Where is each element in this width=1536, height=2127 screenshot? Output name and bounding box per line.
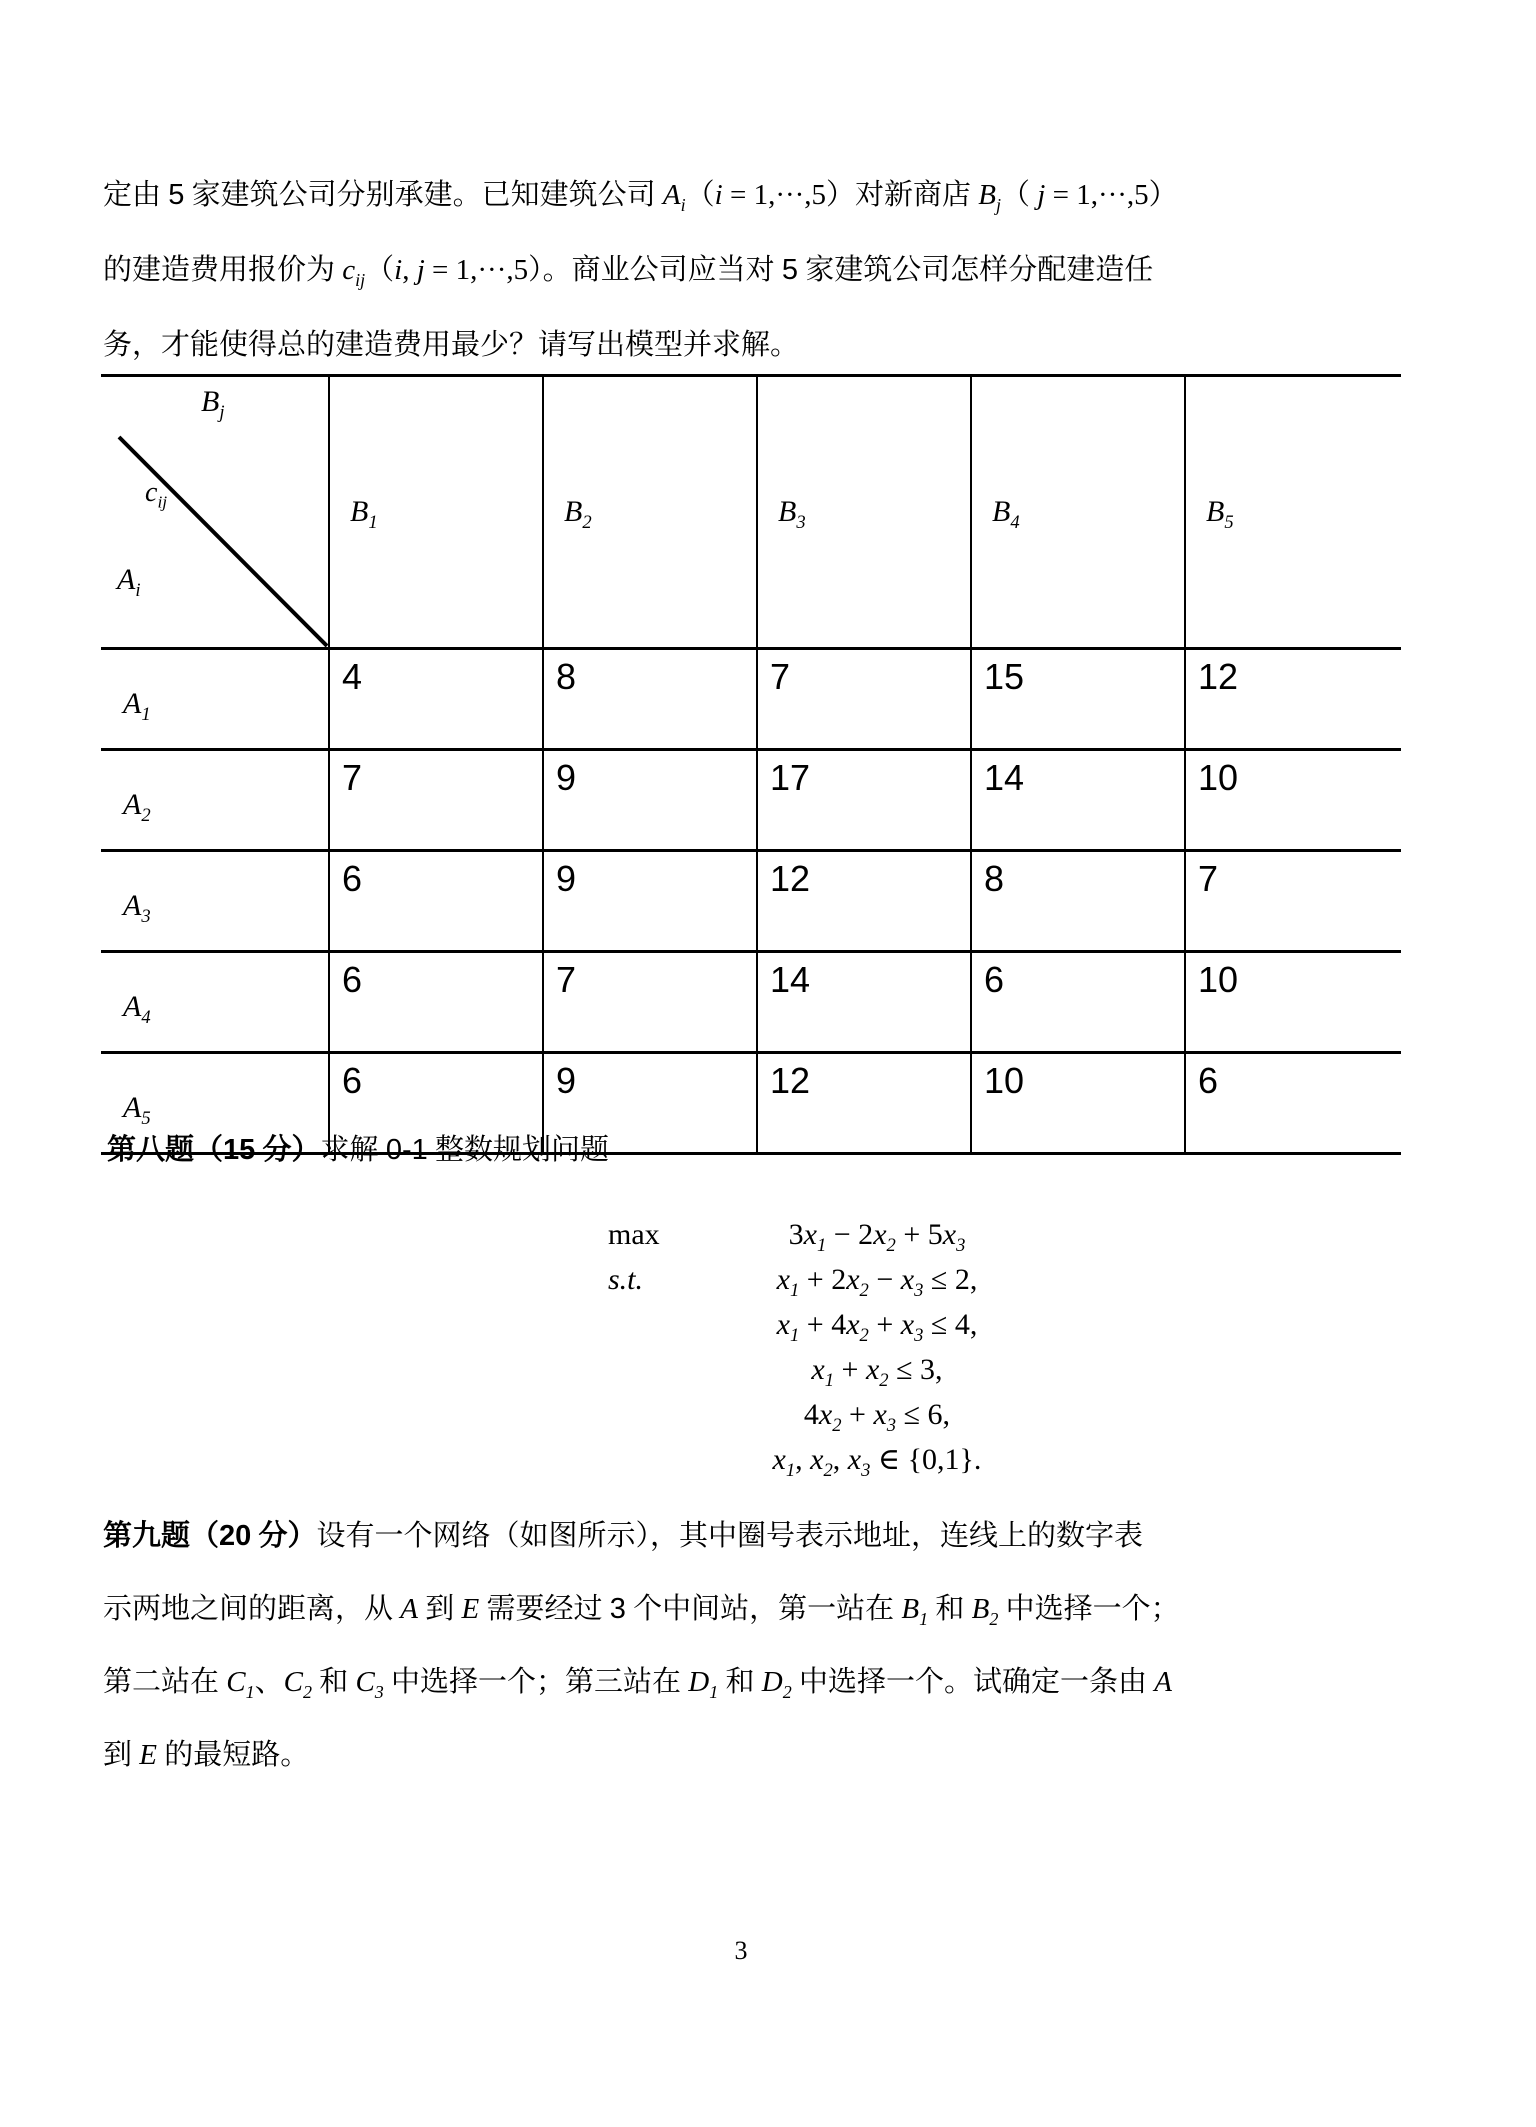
cost-cell: 10: [1185, 750, 1401, 851]
cost-cell: 14: [971, 750, 1185, 851]
cost-cell: 6: [329, 1053, 543, 1154]
paragraph-line: 定由 5 家建筑公司分别承建。已知建筑公司 $A_i(i = 1,\cdot\cdot\cdot,5)$对新商店 $B_j$（ j = 1,···,5）: [103, 179, 1178, 215]
intro-paragraph: [103, 158, 1448, 383]
cost-cell: 6: [1185, 1053, 1401, 1154]
column-header-b3: $B_3$: [757, 376, 971, 649]
cost-cell: 7: [757, 649, 971, 750]
column-header-b2: $B_2$: [543, 376, 757, 649]
cost-cell: 4: [329, 649, 543, 750]
cost-cell: 9: [543, 851, 757, 952]
table-row: [101, 851, 1401, 952]
math-row: [600, 1392, 1042, 1437]
paragraph-line: 到 E 的最短路。: [103, 1739, 310, 1771]
row-label-cell: $A_3$: [123, 889, 151, 927]
column-header-b5: $B_5$: [1185, 376, 1401, 649]
math-expression: $4x_2 + x_3 \le 6$,: [803, 1398, 951, 1436]
cost-cell: 6: [329, 952, 543, 1053]
cost-cell: 9: [543, 1053, 757, 1154]
math-row-label: max: [608, 1218, 660, 1251]
cost-cell: 17: [757, 750, 971, 851]
paragraph-line: 示两地之间的距离，从 A 到 E 需要经过 3 个中间站，第一站在 $B_1$ 和 $B_2$ 中选择一个；: [103, 1593, 1180, 1629]
paragraph-line: 的建造费用报价为 $c_{ij}(i$, j = 1,···,5）。商业公司应当对 5 家建筑公司怎样分配建造任: [103, 254, 1154, 290]
table-corner-cell: [101, 376, 329, 649]
math-expression: $x_1 + 2x_2 - x_3 \le 2$,: [776, 1263, 978, 1301]
column-header-b4: $B_4$: [971, 376, 1185, 649]
math-row-label: s.t.: [608, 1263, 644, 1296]
column-header-b1: $B_1$: [329, 376, 543, 649]
row-label-cell: $A_2$: [123, 788, 151, 826]
cost-cell: 12: [1185, 649, 1401, 750]
paragraph-line: 第二站在 $C_1$、$C_2$ 和 $C_3$ 中选择一个；第三站在 $D_1$ 和 $D_2$ 中选择一个。试确定一条由 A: [103, 1666, 1172, 1702]
cost-cell: 10: [1185, 952, 1401, 1053]
problem8-heading: [107, 1128, 1452, 1172]
math-row: [600, 1347, 1042, 1392]
cost-cell: 8: [971, 851, 1185, 952]
row-label-cell: $A_1$: [123, 687, 151, 725]
table-row: [101, 952, 1401, 1053]
paragraph-line: 务，才能使得总的建造费用最少？请写出模型并求解。: [103, 329, 800, 361]
table-header-row: [101, 376, 1401, 649]
corner-label-cij: $c_{ij}$: [145, 477, 168, 512]
cost-cell: 10: [971, 1053, 1185, 1154]
table-row: [101, 750, 1401, 851]
corner-label-ai: $A_i$: [117, 563, 141, 601]
cost-cell: 7: [329, 750, 543, 851]
cost-cell: 12: [757, 851, 971, 952]
table-row: [101, 649, 1401, 750]
row-label-cell: $A_4$: [123, 990, 151, 1028]
row-label-cell: $A_5$: [123, 1091, 151, 1129]
math-row: [600, 1437, 1042, 1482]
math-expression: $x_1 + 4x_2 + x_3 \le 4$,: [776, 1308, 978, 1346]
cost-cell: 12: [757, 1053, 971, 1154]
math-expression: $x_1$, $x_2$, $x_3$ ∈ {0,1}.: [772, 1443, 982, 1481]
math-expression: $x_1 + x_2 \le 3$,: [811, 1353, 943, 1391]
cost-table: [101, 374, 1401, 1155]
cost-cell: 6: [329, 851, 543, 952]
math-block: [600, 1212, 1042, 1482]
cost-cell: 14: [757, 952, 971, 1053]
heading-line: 第八题（15 分）求解 0-1 整数规划问题: [107, 1134, 609, 1166]
corner-label-bj: $B_j$: [201, 385, 225, 423]
cost-cell: 6: [971, 952, 1185, 1053]
cost-cell: 7: [1185, 851, 1401, 952]
cost-cell: 9: [543, 750, 757, 851]
math-row: [600, 1302, 1042, 1347]
page-number: 3: [734, 1936, 748, 1965]
cost-cell: 8: [543, 649, 757, 750]
cost-cell: 7: [543, 952, 757, 1053]
paragraph-line: 第九题（20 分）设有一个网络（如图所示），其中圈号表示地址，连线上的数字表: [103, 1520, 1144, 1552]
cost-cell: 15: [971, 649, 1185, 750]
math-expression: $3x_1 - 2x_2 + 5x_3$: [788, 1218, 966, 1256]
math-row: [600, 1257, 1042, 1302]
math-row: [600, 1212, 1042, 1257]
problem9-paragraph: [103, 1500, 1453, 1792]
